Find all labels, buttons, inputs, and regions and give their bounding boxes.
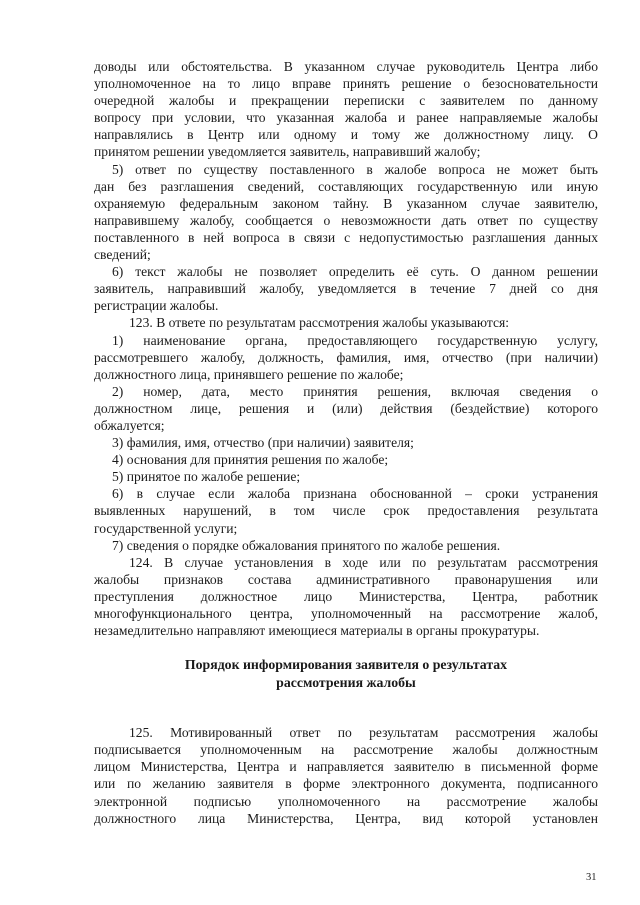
section-heading-line-1: Порядок информирования заявителя о результатах (184, 657, 508, 673)
text-line: многофункционального центра, уполномоченный на рассмотрение жалоб, (94, 606, 598, 621)
text-line: вопросу при условии, что указанная жалоба и ранее направляемые жалобы (94, 110, 598, 126)
paragraph (94, 434, 598, 451)
text-line: 123. В ответе по результатам рассмотрения жалобы указываются: (129, 315, 510, 331)
text-line: незамедлительно направляют имеющиеся материалы в органы прокуратуры. (94, 623, 540, 639)
text-line: 6) текст жалобы не позволяет определить её суть. О данном решении (112, 264, 598, 280)
text-line: 2) номер, дата, место принятия решения, включая сведения о (112, 383, 598, 399)
text-line: заявитель, направивший жалобу, уведомляется в течение 7 дней со дня (94, 281, 598, 297)
text-line: 1) наименование органа, предоставляющего государственную услугу, (112, 332, 598, 348)
document-page (94, 58, 598, 827)
text-line: 5) принятое по жалобе решение; (112, 469, 301, 485)
paragraph (94, 332, 598, 383)
text-line: жалобы признаков состава административного правонарушения или (94, 571, 598, 587)
text-line: 5) ответ по существу поставленного в жалобе вопроса не может быть (112, 161, 598, 177)
text-line: доводы или обстоятельства. В указанном случае руководитель Центра либо (94, 59, 598, 74)
text-line: сведений; (94, 247, 151, 263)
section-heading-line-2: рассмотрения жалобы (276, 674, 416, 690)
text-line: направлялись в Центр или одному и тому же должностному лицу. О (94, 127, 598, 143)
text-line: 3) фамилия, имя, отчество (при наличии) заявителя; (112, 435, 414, 451)
final-paragraph (94, 724, 598, 827)
paragraph (94, 554, 598, 639)
text-line: 6) в случае если жалоба признана обоснованной – сроки устранения (112, 486, 598, 502)
text-line: должностном лице, решения и (или) действия (бездействие) которого (94, 400, 598, 416)
body-text (94, 58, 598, 639)
paragraph (94, 263, 598, 314)
text-line: выявленных нарушений, в том числе срок предоставления результата (94, 503, 598, 519)
text-line: рассмотревшего жалобу, должность, фамилия, имя, отчество (при наличии) (94, 349, 598, 365)
paragraph (94, 724, 598, 827)
text-line: должностного лица, принявшего решение по жалобе; (94, 366, 404, 382)
paragraph (94, 468, 598, 485)
paragraph (94, 314, 598, 331)
text-line: государственной услуги; (94, 520, 238, 536)
paragraph (94, 161, 598, 264)
text-line: поставленного в ней вопроса в связи с недопустимостью разглашения данных (94, 229, 598, 245)
text-line: подписывается уполномоченным на рассмотрение жалобы должностным (94, 742, 598, 758)
text-line: очередной жалобы и прекращении переписки с заявителем по данному (94, 93, 598, 109)
text-line: обжалуется; (94, 417, 165, 433)
text-line: лицом Министерства, Центра и направляется заявителю в письменной форме (94, 759, 598, 775)
text-line: дан без разглашения сведений, составляющих государственную или иную (94, 178, 598, 194)
paragraph (94, 451, 598, 468)
paragraph (94, 383, 598, 434)
text-line: охраняемую федеральным законом тайну. В указанном случае заявителю, (94, 195, 598, 211)
paragraph (94, 485, 598, 536)
section-heading (94, 656, 598, 691)
text-line: 7) сведения о порядке обжалования принятого по жалобе решения. (112, 537, 501, 553)
text-line: электронной подписью уполномоченного на рассмотрение жалобы (94, 793, 598, 809)
paragraph (94, 58, 598, 161)
text-line: преступления должностное лицо Министерства, Центра, работник (94, 588, 598, 604)
text-line: регистрации жалобы. (94, 298, 219, 314)
text-line: уполномоченное на то лицо вправе принять решение о безосновательности (94, 76, 598, 92)
text-line: или по желанию заявителя в форме электронного документа, подписанного (94, 776, 598, 792)
text-line: 124. В случае установления в ходе или по результатам рассмотрения (129, 554, 598, 570)
text-line: 125. Мотивированный ответ по результатам рассмотрения жалобы (129, 725, 598, 741)
text-line: направившему жалобу, сообщается о невозможности дать ответ по существу (94, 212, 598, 228)
text-line: 4) основания для принятия решения по жалобе; (112, 452, 389, 468)
page-number: 31 (586, 872, 597, 883)
text-line: должностного лица Министерства, Центра, вид которой установлен (94, 810, 598, 826)
text-line: принятом решении уведомляется заявитель, направивший жалобу; (94, 144, 481, 160)
paragraph (94, 537, 598, 554)
